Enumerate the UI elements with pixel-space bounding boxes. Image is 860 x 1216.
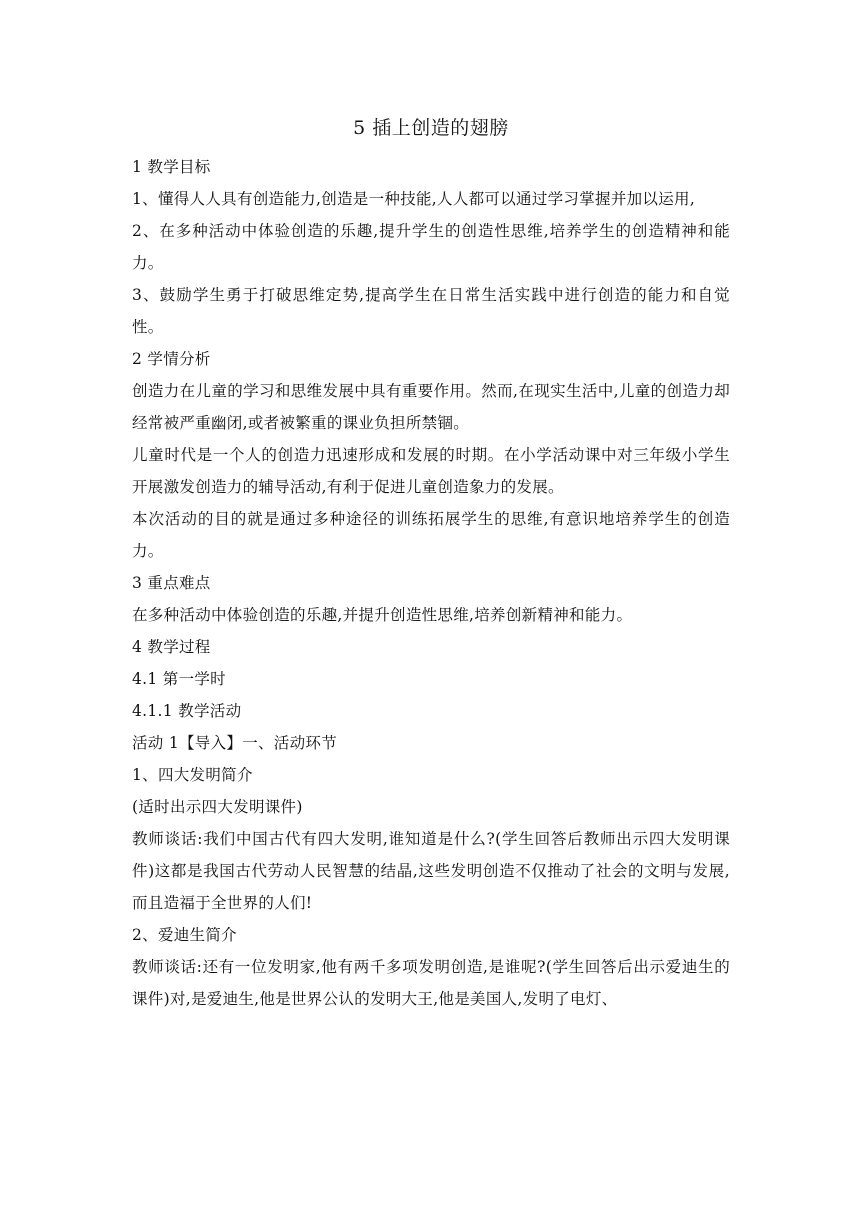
note-four-inventions: (适时出示四大发明课件): [132, 798, 303, 816]
analysis-paragraph-1: 创造力在儿童的学习和思维发展中具有重要作用。然而,在现实生活中,儿童的创造力却经常被严重幽闭,或者被繁重的课业负担所禁锢。: [132, 382, 730, 432]
activity-heading: 活动 1【导入】一、活动环节: [132, 734, 337, 752]
goal-item-2: 2、在多种活动中体验创造的乐趣,提升学生的创造性思维,培养学生的创造精神和能力。: [132, 222, 730, 272]
goal-item-1: 1、懂得人人具有创造能力,创造是一种技能,人人都可以通过学习掌握并加以运用,: [132, 190, 696, 208]
teacher-talk-paragraph-1: 教师谈话:我们中国古代有四大发明,谁知道是什么?(学生回答后教师出示四大发明课件)这都是我国古代劳动人民智慧的结晶,这些发明创造不仅推动了社会的文明与发展,而且造福于全世界的人们!: [132, 830, 730, 912]
key-points-paragraph: 在多种活动中体验创造的乐趣,并提升创造性思维,培养创新精神和能力。: [132, 606, 633, 624]
section-heading-key-points: 3 重点难点: [132, 574, 211, 592]
goal-item-3: 3、鼓励学生勇于打破思维定势,提高学生在日常生活实践中进行创造的能力和自觉性。: [132, 286, 730, 336]
section-heading-goals: 1 教学目标: [132, 158, 211, 176]
subsection-heading-activities: 4.1.1 教学活动: [132, 702, 242, 720]
document-body: [132, 113, 730, 1015]
list-item-edison: 2、爱迪生简介: [132, 926, 237, 944]
section-heading-analysis: 2 学情分析: [132, 350, 211, 368]
section-heading-process: 4 教学过程: [132, 638, 211, 656]
analysis-paragraph-3: 本次活动的目的就是通过多种途径的训练拓展学生的思维,有意识地培养学生的创造力。: [132, 510, 730, 560]
subsection-heading-lesson-1: 4.1 第一学时: [132, 670, 226, 688]
list-item-four-inventions: 1、四大发明简介: [132, 766, 253, 784]
teacher-talk-paragraph-2: 教师谈话:还有一位发明家,他有两千多项发明创造,是谁呢?(学生回答后出示爱迪生的课件)对,是爱迪生,他是世界公认的发明大王,他是美国人,发明了电灯、: [132, 958, 730, 1008]
document-title: 5 插上创造的翅膀: [353, 117, 509, 139]
analysis-paragraph-2: 儿童时代是一个人的创造力迅速形成和发展的时期。在小学活动课中对三年级小学生开展激发创造力的辅导活动,有利于促进儿童创造象力的发展。: [132, 446, 730, 496]
